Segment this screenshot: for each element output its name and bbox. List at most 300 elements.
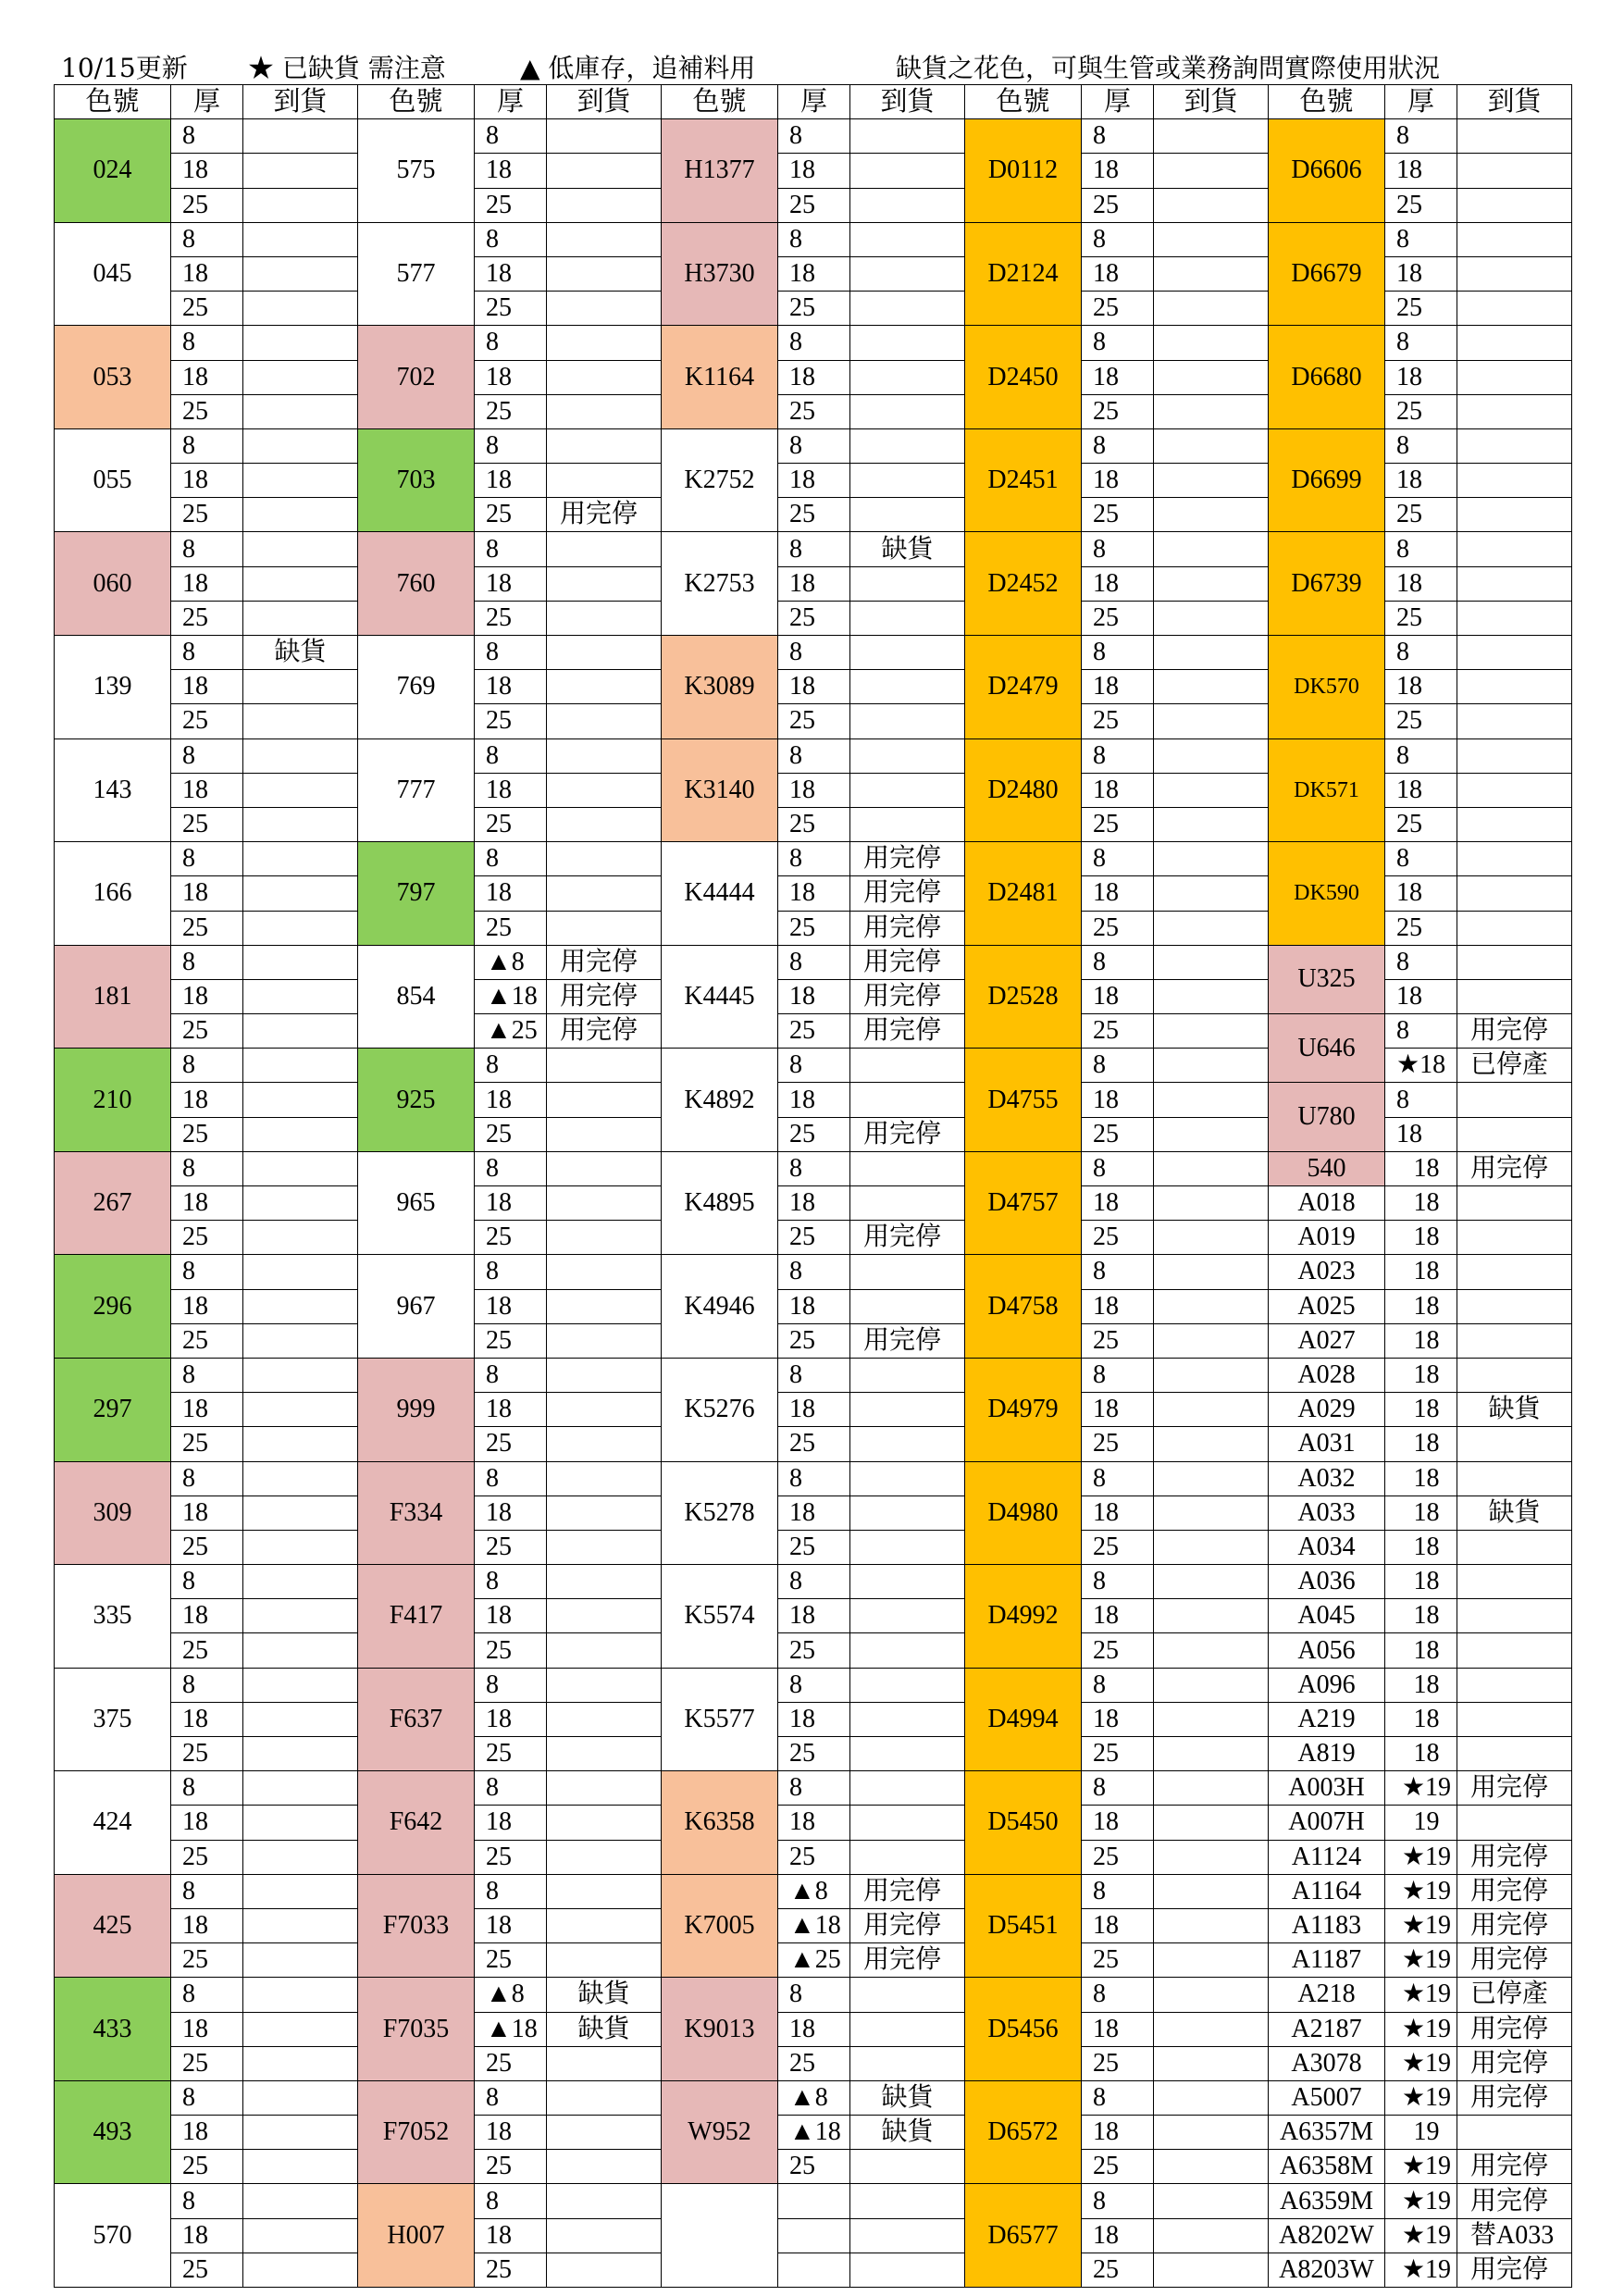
color-code-cell: A007H — [1269, 1806, 1385, 1840]
thickness-cell: 18 — [778, 256, 850, 291]
thickness-cell: 25 — [778, 807, 850, 841]
thickness-header: 厚 — [1385, 85, 1457, 119]
thickness-cell: 8 — [1385, 945, 1457, 979]
arrival-cell — [547, 119, 662, 154]
arrival-cell: 用完停 — [850, 1908, 965, 1942]
arrival-cell: 用完停 — [1457, 1908, 1572, 1942]
thickness-cell: 8 — [778, 428, 850, 463]
thickness-cell: 8 — [475, 1771, 547, 1806]
color-code-cell: F637 — [358, 1668, 475, 1771]
arrival-cell — [1154, 704, 1269, 738]
arrival-cell — [1457, 326, 1572, 360]
arrival-cell — [1154, 1427, 1269, 1461]
table-row — [55, 1358, 1572, 1392]
header-row — [55, 85, 1572, 119]
table-row — [55, 2150, 1572, 2184]
arrival-cell — [1154, 566, 1269, 601]
table-row — [55, 2116, 1572, 2150]
arrival-cell — [1154, 2116, 1269, 2150]
color-code-cell: 769 — [358, 636, 475, 739]
color-code-cell: D5451 — [965, 1874, 1082, 1978]
arrival-cell — [1154, 945, 1269, 979]
arrival-cell — [1154, 464, 1269, 498]
thickness-cell: ▲18 — [475, 2012, 547, 2046]
thickness-cell — [778, 2218, 850, 2253]
thickness-cell: 18 — [1082, 154, 1154, 188]
arrival-cell — [1457, 256, 1572, 291]
arrival-cell — [1154, 1014, 1269, 1049]
arrival-cell — [1154, 738, 1269, 773]
arrival-cell — [1154, 1255, 1269, 1289]
thickness-cell: 8 — [1082, 1255, 1154, 1289]
arrival-cell — [850, 326, 965, 360]
arrival-cell — [243, 2150, 358, 2184]
color-code-cell: H3730 — [662, 222, 778, 326]
thickness-cell: ★19 — [1385, 1978, 1457, 2012]
thickness-cell: 8 — [171, 1771, 243, 1806]
color-code-cell: D5456 — [965, 1978, 1082, 2081]
arrival-cell: 缺貨 — [243, 636, 358, 670]
table-row — [55, 1668, 1572, 1702]
arrival-cell — [547, 1323, 662, 1358]
color-code-cell: D2124 — [965, 222, 1082, 326]
arrival-cell — [547, 1221, 662, 1255]
thickness-cell: ★19 — [1385, 2012, 1457, 2046]
table-row — [55, 119, 1572, 154]
arrival-cell — [1154, 1358, 1269, 1392]
thickness-cell: 18 — [1385, 1289, 1457, 1323]
thickness-cell: 18 — [1385, 1221, 1457, 1255]
arrival-cell — [1457, 1289, 1572, 1323]
color-code-cell: D6606 — [1269, 119, 1385, 223]
thickness-cell: 8 — [778, 1151, 850, 1185]
thickness-cell: 25 — [171, 1117, 243, 1151]
arrival-cell — [1457, 498, 1572, 532]
thickness-cell: 8 — [778, 1358, 850, 1392]
color-code-cell: K4445 — [662, 945, 778, 1049]
thickness-cell: 25 — [778, 911, 850, 945]
thickness-cell: 25 — [1082, 1530, 1154, 1564]
arrival-cell — [243, 1943, 358, 1978]
arrival-cell — [850, 1083, 965, 1117]
arrival-cell — [1154, 1289, 1269, 1323]
thickness-cell: 25 — [1082, 1943, 1154, 1978]
arrival-cell — [547, 360, 662, 394]
thickness-cell: 25 — [1385, 188, 1457, 222]
color-code-cell: A036 — [1269, 1565, 1385, 1599]
color-code-cell: K5276 — [662, 1358, 778, 1461]
arrival-cell — [243, 222, 358, 256]
thickness-cell: 18 — [475, 154, 547, 188]
arrival-cell: 用完停 — [1457, 2080, 1572, 2115]
color-code-cell: A6358M — [1269, 2150, 1385, 2184]
arrival-cell — [1457, 154, 1572, 188]
arrival-cell — [547, 1393, 662, 1427]
thickness-header: 厚 — [1082, 85, 1154, 119]
thickness-cell: 18 — [778, 876, 850, 911]
arrival-cell — [850, 2012, 965, 2046]
thickness-cell: 8 — [475, 842, 547, 876]
thickness-cell: 18 — [171, 1806, 243, 1840]
thickness-cell: 25 — [171, 292, 243, 326]
color-code-cell: 309 — [55, 1461, 171, 1565]
color-code-cell: K2753 — [662, 532, 778, 636]
arrival-cell — [1154, 1668, 1269, 1702]
arrival-cell — [547, 256, 662, 291]
color-code-cell: A032 — [1269, 1461, 1385, 1496]
thickness-cell: 8 — [1385, 222, 1457, 256]
thickness-cell: 18 — [1385, 670, 1457, 704]
arrival-cell — [1154, 1049, 1269, 1083]
arrival-cell — [547, 1943, 662, 1978]
thickness-cell: 18 — [778, 1599, 850, 1633]
color-code-cell: A6357M — [1269, 2116, 1385, 2150]
thickness-cell: ▲8 — [778, 2080, 850, 2115]
color-code-cell: 053 — [55, 326, 171, 429]
color-code-cell: A5007 — [1269, 2080, 1385, 2115]
thickness-cell: 25 — [778, 292, 850, 326]
arrival-cell: 用完停 — [1457, 1151, 1572, 1185]
arrival-cell — [1457, 1633, 1572, 1668]
thickness-cell: 25 — [171, 1633, 243, 1668]
thickness-cell: 18 — [1082, 256, 1154, 291]
thickness-cell: 18 — [1082, 1289, 1154, 1323]
color-code-cell: A028 — [1269, 1358, 1385, 1392]
arrival-cell — [547, 876, 662, 911]
thickness-cell: ▲8 — [778, 1874, 850, 1908]
thickness-cell: 18 — [171, 1186, 243, 1221]
arrival-cell: 用完停 — [547, 1014, 662, 1049]
thickness-cell: 19 — [1385, 1806, 1457, 1840]
arrival-cell: 用完停 — [1457, 2012, 1572, 2046]
thickness-cell: 25 — [1082, 911, 1154, 945]
arrival-cell — [243, 1771, 358, 1806]
color-code-cell: K5278 — [662, 1461, 778, 1565]
arrival-cell — [243, 394, 358, 428]
arrival-cell — [547, 911, 662, 945]
thickness-cell: 18 — [475, 670, 547, 704]
thickness-cell: 18 — [1082, 670, 1154, 704]
thickness-cell: 25 — [475, 1117, 547, 1151]
thickness-cell: 8 — [1082, 1049, 1154, 1083]
arrival-cell — [243, 2046, 358, 2080]
thickness-cell: 18 — [1082, 360, 1154, 394]
thickness-cell: 8 — [171, 119, 243, 154]
arrival-cell: 用完停 — [850, 1874, 965, 1908]
color-code-cell: U325 — [1269, 945, 1385, 1013]
thickness-cell: 18 — [1385, 1323, 1457, 1358]
thickness-cell: 25 — [1082, 2253, 1154, 2287]
arrival-cell — [850, 154, 965, 188]
thickness-cell: 25 — [1385, 498, 1457, 532]
arrival-cell — [1154, 1702, 1269, 1736]
color-code-cell: D2451 — [965, 428, 1082, 532]
arrival-cell — [243, 1806, 358, 1840]
thickness-cell: 18 — [171, 670, 243, 704]
color-code-cell: K4946 — [662, 1255, 778, 1359]
table-row — [55, 636, 1572, 670]
thickness-cell: 25 — [1082, 1633, 1154, 1668]
thickness-cell: 18 — [475, 876, 547, 911]
arrival-cell — [1457, 1427, 1572, 1461]
table-row — [55, 2080, 1572, 2115]
inventory-table — [54, 84, 1572, 2288]
color-code-cell: K3140 — [662, 738, 778, 842]
thickness-cell: 18 — [778, 1806, 850, 1840]
thickness-cell: 8 — [1385, 636, 1457, 670]
thickness-cell: ★19 — [1385, 1840, 1457, 1874]
color-code-header: 色號 — [662, 85, 778, 119]
table-row — [55, 532, 1572, 566]
table-row — [55, 1874, 1572, 1908]
thickness-cell: 8 — [1082, 1565, 1154, 1599]
color-code-cell: 166 — [55, 842, 171, 946]
thickness-cell: 25 — [475, 1840, 547, 1874]
arrival-cell — [1154, 636, 1269, 670]
arrival-cell — [1154, 1530, 1269, 1564]
thickness-cell: 25 — [171, 1840, 243, 1874]
thickness-cell: ▲25 — [475, 1014, 547, 1049]
thickness-cell: 25 — [475, 1530, 547, 1564]
color-code-cell: D6679 — [1269, 222, 1385, 326]
thickness-cell: 8 — [171, 1565, 243, 1599]
arrival-cell — [850, 773, 965, 807]
arrival-cell — [243, 1908, 358, 1942]
arrival-cell — [243, 464, 358, 498]
thickness-cell: 18 — [475, 1496, 547, 1530]
thickness-cell: 18 — [778, 2012, 850, 2046]
thickness-cell: 8 — [1082, 1668, 1154, 1702]
thickness-cell: 18 — [1082, 1908, 1154, 1942]
color-code-cell: K1164 — [662, 326, 778, 429]
thickness-cell: 25 — [1385, 807, 1457, 841]
thickness-cell: 18 — [475, 2116, 547, 2150]
color-code-cell: D2479 — [965, 636, 1082, 739]
arrival-cell — [547, 1874, 662, 1908]
thickness-cell: 25 — [171, 2150, 243, 2184]
color-code-cell: D2528 — [965, 945, 1082, 1049]
arrival-cell — [243, 1358, 358, 1392]
thickness-cell: 8 — [778, 119, 850, 154]
thickness-cell: 18 — [171, 464, 243, 498]
arrival-cell — [547, 154, 662, 188]
thickness-cell: 18 — [1082, 876, 1154, 911]
thickness-cell: 25 — [1385, 292, 1457, 326]
thickness-header: 厚 — [778, 85, 850, 119]
thickness-cell: 18 — [171, 876, 243, 911]
arrival-cell — [1154, 2046, 1269, 2080]
arrival-cell — [1457, 601, 1572, 635]
thickness-cell: 25 — [475, 704, 547, 738]
thickness-cell: 25 — [475, 498, 547, 532]
table-row — [55, 1393, 1572, 1427]
thickness-cell: 25 — [778, 1840, 850, 1874]
thickness-cell: ★19 — [1385, 2046, 1457, 2080]
arrival-cell — [850, 360, 965, 394]
thickness-cell: 25 — [475, 1943, 547, 1978]
table-row — [55, 945, 1572, 979]
color-code-cell: A6359M — [1269, 2184, 1385, 2218]
thickness-cell: 8 — [1385, 1014, 1457, 1049]
arrival-cell — [243, 2012, 358, 2046]
thickness-cell: 25 — [778, 188, 850, 222]
thickness-cell: 18 — [475, 256, 547, 291]
color-code-cell: D4755 — [965, 1049, 1082, 1152]
thickness-cell: 8 — [171, 1461, 243, 1496]
table-row — [55, 1255, 1572, 1289]
thickness-cell: 18 — [1385, 1565, 1457, 1599]
thickness-cell — [778, 2253, 850, 2287]
thickness-cell: 8 — [475, 2080, 547, 2115]
arrival-cell — [850, 1461, 965, 1496]
table-row — [55, 1771, 1572, 1806]
thickness-cell: 8 — [778, 1255, 850, 1289]
arrival-cell — [547, 394, 662, 428]
thickness-cell: 8 — [171, 1255, 243, 1289]
arrival-cell — [1154, 394, 1269, 428]
arrival-header: 到貨 — [243, 85, 358, 119]
thickness-header: 厚 — [475, 85, 547, 119]
arrival-cell — [850, 1427, 965, 1461]
arrival-cell — [850, 1668, 965, 1702]
color-code-cell: K4444 — [662, 842, 778, 946]
arrival-cell — [243, 601, 358, 635]
arrival-cell — [850, 1599, 965, 1633]
arrival-cell — [1154, 1771, 1269, 1806]
thickness-cell: 8 — [475, 119, 547, 154]
thickness-cell: 25 — [1082, 394, 1154, 428]
arrival-cell — [1154, 360, 1269, 394]
arrival-cell — [1457, 119, 1572, 154]
color-code-cell: 139 — [55, 636, 171, 739]
thickness-cell: ▲25 — [778, 1943, 850, 1978]
thickness-cell: 8 — [171, 2080, 243, 2115]
thickness-cell: 8 — [1082, 1358, 1154, 1392]
thickness-cell: ▲18 — [778, 2116, 850, 2150]
thickness-cell: 8 — [475, 1151, 547, 1185]
arrival-cell — [547, 2116, 662, 2150]
thickness-cell: 18 — [1082, 464, 1154, 498]
arrival-cell — [850, 1530, 965, 1564]
color-code-cell: K9013 — [662, 1978, 778, 2081]
table-row — [55, 738, 1572, 773]
color-code-cell: K7005 — [662, 1874, 778, 1978]
thickness-cell: 25 — [778, 394, 850, 428]
thickness-cell: 18 — [1082, 1806, 1154, 1840]
color-code-cell: 297 — [55, 1358, 171, 1461]
arrival-cell — [547, 842, 662, 876]
arrival-cell — [547, 2046, 662, 2080]
thickness-cell: 18 — [1082, 1702, 1154, 1736]
arrival-cell — [547, 1151, 662, 1185]
arrival-cell — [1154, 1943, 1269, 1978]
arrival-cell — [243, 979, 358, 1013]
arrival-cell — [1154, 979, 1269, 1013]
thickness-cell: 18 — [1385, 1427, 1457, 1461]
color-code-cell: D2480 — [965, 738, 1082, 842]
thickness-cell: 25 — [475, 2150, 547, 2184]
color-code-cell: D4979 — [965, 1358, 1082, 1461]
thickness-cell: 8 — [1082, 738, 1154, 773]
thickness-cell: 18 — [1082, 1496, 1154, 1530]
arrival-cell — [1457, 876, 1572, 911]
thickness-cell: 25 — [778, 498, 850, 532]
table-row — [55, 1289, 1572, 1323]
thickness-cell: 18 — [475, 566, 547, 601]
thickness-cell: 8 — [171, 1668, 243, 1702]
arrival-cell — [1154, 1908, 1269, 1942]
thickness-cell: 18 — [171, 360, 243, 394]
arrival-cell — [243, 876, 358, 911]
arrival-cell — [1154, 807, 1269, 841]
arrival-cell — [243, 1599, 358, 1633]
arrival-cell — [547, 1908, 662, 1942]
color-code-cell: A219 — [1269, 1702, 1385, 1736]
thickness-cell: 18 — [171, 2012, 243, 2046]
arrival-cell — [1154, 1221, 1269, 1255]
thickness-cell: 25 — [171, 1427, 243, 1461]
arrival-cell — [243, 292, 358, 326]
thickness-cell: 8 — [1385, 119, 1457, 154]
arrival-cell — [1154, 1083, 1269, 1117]
thickness-cell: 8 — [778, 945, 850, 979]
arrival-cell — [547, 326, 662, 360]
arrival-cell: 用完停 — [1457, 1771, 1572, 1806]
thickness-cell: ▲8 — [475, 1978, 547, 2012]
color-code-cell: H1377 — [662, 119, 778, 223]
thickness-cell: 18 — [171, 979, 243, 1013]
thickness-cell: 18 — [1385, 1461, 1457, 1496]
thickness-cell: 25 — [171, 601, 243, 635]
arrival-cell: 用完停 — [547, 945, 662, 979]
arrival-cell — [1154, 222, 1269, 256]
thickness-cell: 18 — [1082, 566, 1154, 601]
arrival-cell: 用完停 — [1457, 1014, 1572, 1049]
color-code-cell: DK570 — [1269, 636, 1385, 739]
arrival-cell — [1154, 119, 1269, 154]
thickness-cell: 18 — [778, 1496, 850, 1530]
table-row — [55, 1599, 1572, 1633]
arrival-cell — [850, 636, 965, 670]
update-date: 10/15更新 — [61, 53, 188, 83]
thickness-cell: 25 — [778, 1633, 850, 1668]
table-row — [55, 222, 1572, 256]
arrival-cell — [850, 1978, 965, 2012]
arrival-cell — [547, 1186, 662, 1221]
arrival-cell — [1457, 636, 1572, 670]
color-code-cell: 999 — [358, 1358, 475, 1461]
arrival-cell — [243, 256, 358, 291]
thickness-cell: ★19 — [1385, 2218, 1457, 2253]
arrival-cell — [1154, 154, 1269, 188]
arrival-cell: 用完停 — [1457, 2184, 1572, 2218]
arrival-cell — [1154, 2150, 1269, 2184]
color-code-cell: U780 — [1269, 1083, 1385, 1151]
arrival-cell — [1457, 394, 1572, 428]
table-row — [55, 1151, 1572, 1185]
thickness-cell: ★18 — [1385, 1049, 1457, 1083]
thickness-cell: 8 — [171, 1978, 243, 2012]
color-code-cell: K4892 — [662, 1049, 778, 1152]
thickness-cell: 18 — [475, 1186, 547, 1221]
color-code-cell: A218 — [1269, 1978, 1385, 2012]
thickness-cell: 8 — [171, 1049, 243, 1083]
arrival-cell — [1457, 1083, 1572, 1117]
arrival-cell: 缺貨 — [850, 2116, 965, 2150]
color-code-cell: K5574 — [662, 1565, 778, 1669]
arrival-cell — [547, 2218, 662, 2253]
arrival-cell — [850, 292, 965, 326]
